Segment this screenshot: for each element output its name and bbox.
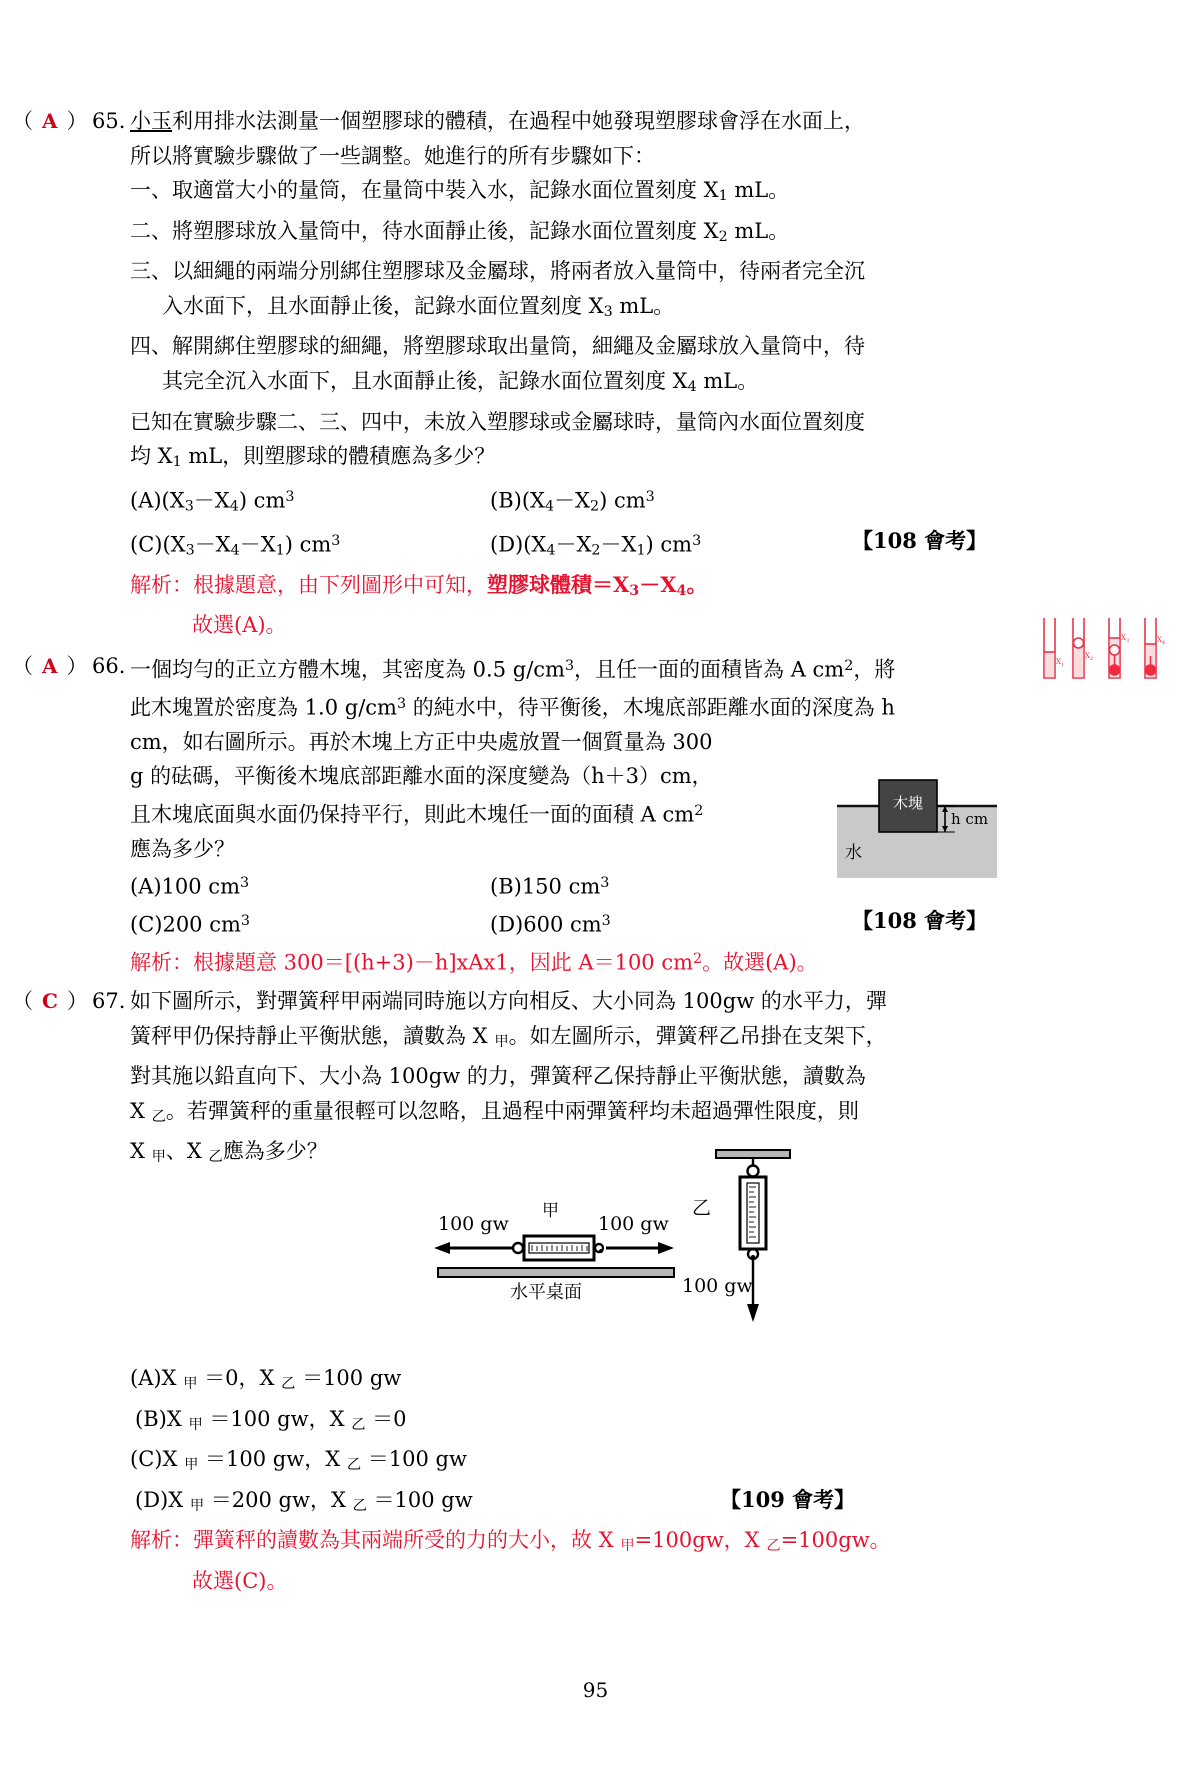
q66-wood-block-diagram [837, 766, 997, 878]
q65-solution-line-1: 解析：根據題意，由下列圖形中可知，塑膠球體積$=X_3-X_4$。 [130, 571, 708, 599]
q67-option-b: (B)X $_甲$ ＝100 gw，X $_乙$ ＝0 [135, 1406, 407, 1433]
q66-line-3: cm，如右圖所示。再於木塊上方正中央處放置一個質量為 300 [130, 729, 713, 754]
question-66 [0, 649, 1191, 980]
q67-source: 【109 會考】 [720, 1486, 856, 1512]
question-65 [0, 104, 1191, 643]
svg-text:3: 3 [1126, 638, 1130, 644]
q66-line-2: 此木塊置於密度為 1.0 $g/cm^3$ 的純水中，待平衡後，木塊底部距離水面的深度為 h [130, 695, 895, 720]
q66-option-a: (A)100 $cm^3$ [130, 874, 250, 899]
q66-line-1: 一個均勻的正立方體木塊，其密度為 0.5 $g/cm^3$，且任一面的面積皆為 A $cm^2$，將 [130, 657, 896, 682]
cyl-label-x3: X [1121, 634, 1126, 642]
q65-line-2: 所以將實驗步驟做了一些調整。她進行的所有步驟如下： [130, 143, 655, 168]
cyl-label-x4: X [1157, 636, 1162, 644]
q67-line-2: 簧秤甲仍保持靜止平衡狀態，讀數為 X $_甲$。如左圖所示，彈簧秤乙吊掛在支架下， [130, 1023, 887, 1050]
q65-body [130, 104, 1191, 643]
q65-line-5: 三、以細繩的兩端分別綁住塑膠球及金屬球，將兩者放入量筒中，待兩者完全沉 [130, 259, 865, 284]
q66-line-5: 且木塊底面與水面仍保持平行，則此木塊任一面的面積 A $cm^2$ [130, 802, 704, 827]
q66-options-row-1 [130, 866, 1191, 904]
cyl-label-x1: X [1056, 658, 1061, 666]
q67-spring-diagram [420, 1144, 840, 1344]
q65-line-8: 其完全沉入水面下，且水面靜止後，記錄水面位置刻度 $X_4$ mL。 [162, 368, 759, 396]
hanging-force-label: 100 gw [682, 1275, 753, 1297]
q67-answer-marker [0, 984, 92, 1018]
q65-line-7: 四、解開綁住塑膠球的細繩，將塑膠球取出量筒，細繩及金屬球放入量筒中，待 [130, 334, 865, 359]
document-page [0, 104, 1191, 1788]
page-number: 95 [582, 1678, 609, 1702]
q65-options-row-2 [130, 524, 1191, 568]
q67-line-1: 如下圖所示，對彈簧秤甲兩端同時施以方向相反、大小同為 100gw 的水平力，彈 [130, 989, 887, 1013]
q65-number: 65. [92, 109, 126, 133]
paren-open: （ [12, 653, 34, 678]
q65-option-c: $(C)(X_3-X_4-X_1)$ $cm^3$ [130, 532, 341, 559]
q67-option-a: (A)X $_甲$ ＝0，X $_乙$ ＝100 gw [130, 1365, 402, 1393]
q66-option-d: (D)600 $cm^3$ [490, 912, 611, 937]
q67-number: 67. [92, 989, 126, 1013]
q65-line-1-rest: 利用排水法測量一個塑膠球的體積，在過程中她發現塑膠球會浮在水面上， [172, 109, 865, 133]
q66-source: 【108 會考】 [852, 908, 988, 934]
spring-a-label: 甲 [542, 1201, 559, 1221]
q66-line-6: 應為多少？ [130, 836, 235, 861]
q67-solution-line-1: 解析：彈簧秤的讀數為其兩端所受的力的大小，故 X $_甲$=100gw，X $_乙$=100gw。 [130, 1528, 891, 1555]
wood-depth-label: h cm [951, 810, 989, 828]
wood-block-label: 木塊 [892, 794, 924, 812]
paren-open: （ [12, 989, 34, 1013]
water-label: 水 [845, 843, 862, 863]
q67-options-row-d [130, 1483, 1191, 1524]
q67-line-3: 對其施以鉛直向下、大小為 100gw 的力，彈簧秤乙保持靜止平衡狀態，讀數為 [130, 1064, 866, 1089]
q66-line-4: g 的砝碼，平衡後木塊底部距離水面的深度變為（h＋3）cm， [130, 764, 713, 789]
q65-cylinder-diagram [1041, 616, 1183, 684]
left-force-label: 100 gw [438, 1213, 509, 1235]
q65-line-3: 一、取適當大小的量筒，在量筒中裝入水，記錄水面位置刻度 $X_1$ mL。 [130, 178, 790, 205]
q65-line-4: 二、將塑膠球放入量筒中，待水面靜止後，記錄水面位置刻度 $X_2$ mL。 [130, 218, 790, 245]
q65-answer: A [42, 109, 59, 133]
spring-b-label: 乙 [692, 1197, 712, 1219]
q65-line-6: 入水面下，且水面靜止後，記錄水面位置刻度 $X_3$ mL。 [162, 293, 675, 320]
paren-open: （ [12, 109, 34, 133]
q67-line-4: X $_乙$。若彈簧秤的重量很輕可以忽略，且過程中兩彈簧秤均未超過彈性限度，則 [130, 1098, 859, 1125]
q66-option-c: (C)200 $cm^3$ [130, 912, 250, 937]
q66-number: 66. [92, 653, 126, 678]
q65-line-1 [130, 104, 1191, 139]
q65-line-9: 已知在實驗步驟二、三、四中，未放入塑膠球或金屬球時，量筒內水面位置刻度 [130, 409, 865, 434]
q67-line-5: X $_甲$、X $_乙$應為多少？ [130, 1139, 328, 1166]
q65-source: 【108 會考】 [852, 527, 988, 553]
q65-option-b: $(B)(X_4-X_2)$ $cm^3$ [490, 488, 655, 515]
svg-text:1: 1 [1061, 662, 1065, 668]
q65-option-a: $(A)(X_3-X_4)$ $cm^3$ [130, 488, 295, 515]
q65-name-underline: 小玉 [130, 109, 172, 133]
q66-options-row-2 [130, 904, 1191, 942]
paren-close: ） [66, 109, 89, 133]
q66-body [130, 649, 1191, 980]
q65-solution-line-2: 故選(A)。 [192, 613, 287, 638]
q65-line-10: 均 $X_1$ mL，則塑膠球的體積應為多少？ [130, 444, 496, 471]
q66-answer-marker [0, 649, 92, 683]
table-label: 水平桌面 [510, 1282, 582, 1303]
q67-solution-line-2: 故選(C)。 [192, 1569, 288, 1594]
q67-option-d: (D)X $_甲$ ＝200 gw，X $_乙$ ＝100 gw [135, 1487, 473, 1514]
q65-option-d: $(D)(X_4-X_2-X_1)$ $cm^3$ [490, 532, 702, 559]
q67-option-c: (C)X $_甲$ ＝100 gw，X $_乙$ ＝100 gw [130, 1447, 467, 1474]
q67-answer: C [42, 989, 59, 1013]
q65-answer-marker [0, 104, 92, 138]
right-force-label: 100 gw [598, 1213, 669, 1235]
q65-options-row-1 [130, 480, 1191, 524]
cyl-label-x2: X [1085, 652, 1090, 660]
paren-close: ） [66, 989, 89, 1013]
q66-solution-line-1: 解析：根據題意 300＝[(h+3)－h]xAx1，因此 A＝100 $cm^2$。故選(A)。 [130, 950, 818, 975]
paren-close: ） [66, 653, 89, 678]
svg-text:4: 4 [1162, 640, 1166, 646]
svg-text:2: 2 [1090, 656, 1094, 662]
q66-answer: A [42, 653, 59, 678]
q66-option-b: (B)150 $cm^3$ [490, 874, 610, 899]
